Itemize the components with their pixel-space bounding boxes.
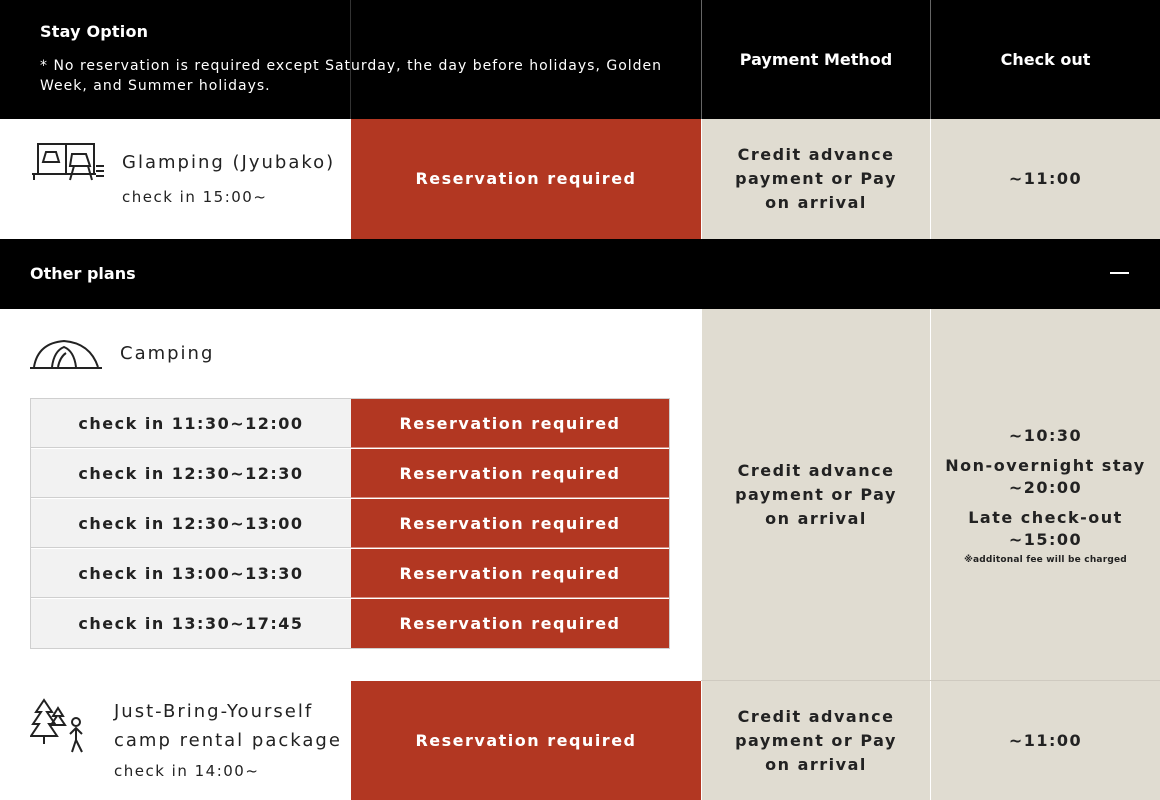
glamping-icon	[30, 140, 106, 184]
slot-reservation[interactable]: Reservation required	[351, 499, 669, 548]
slot-time: check in 11:30~12:00	[31, 399, 351, 448]
table-row	[31, 499, 669, 549]
check-out-header: Check out	[1000, 50, 1091, 69]
slot-reservation[interactable]: Reservation required	[351, 549, 669, 598]
payment-method-header: Payment Method	[739, 50, 893, 69]
non-overnight-label: Non-overnight stay	[945, 455, 1146, 475]
slot-time: check in 12:30~13:00	[31, 499, 351, 548]
other-plans-bar[interactable]	[0, 239, 1160, 309]
glamping-checkin: check in 15:00~	[122, 188, 268, 206]
slot-time: check in 13:00~13:30	[31, 549, 351, 598]
collapse-minus-icon[interactable]	[1110, 272, 1129, 274]
rental-payment: Credit advance payment or Pay on arrival	[701, 681, 930, 800]
slot-time: check in 13:30~17:45	[31, 599, 351, 648]
camping-slots-table	[30, 398, 670, 649]
non-overnight-time: ~20:00	[1008, 477, 1083, 497]
table-row	[31, 399, 669, 449]
camping-payment: Credit advance payment or Pay on arrival	[701, 309, 930, 680]
rental-name-line1: Just-Bring-Yourself	[114, 701, 314, 722]
slot-time: check in 12:30~12:30	[31, 449, 351, 498]
rental-name-line2: camp rental package	[114, 730, 342, 751]
stay-option-title: Stay Option	[40, 22, 149, 41]
table-row	[31, 449, 669, 499]
other-plans-label: Other plans	[30, 264, 136, 283]
table-row	[31, 599, 669, 649]
rental-checkin: check in 14:00~	[114, 762, 260, 780]
trees-person-icon	[30, 698, 90, 754]
glamping-checkout: ~11:00	[930, 119, 1160, 239]
camping-checkout	[930, 309, 1160, 680]
slot-reservation[interactable]: Reservation required	[351, 599, 669, 648]
rental-checkout: ~11:00	[930, 681, 1160, 800]
glamping-name: Glamping (Jyubako)	[122, 152, 336, 173]
late-checkout-time: ~15:00	[1008, 529, 1083, 549]
table-row	[31, 549, 669, 599]
fee-note: ※additonal fee will be charged	[964, 554, 1127, 565]
late-checkout-label: Late check-out	[968, 507, 1123, 527]
stay-option-note: * No reservation is required except Saturday, the day before holidays, Golden Week, and Summer holidays.	[40, 58, 663, 94]
glamping-payment: Credit advance payment or Pay on arrival	[701, 119, 930, 239]
slot-reservation[interactable]: Reservation required	[351, 449, 669, 498]
tent-icon	[30, 337, 102, 371]
camping-checkout-time: ~10:30	[1008, 425, 1083, 445]
glamping-reservation[interactable]: Reservation required	[351, 119, 701, 239]
rental-reservation[interactable]: Reservation required	[351, 681, 701, 800]
camping-name: Camping	[120, 343, 215, 364]
slot-reservation[interactable]: Reservation required	[351, 399, 669, 448]
